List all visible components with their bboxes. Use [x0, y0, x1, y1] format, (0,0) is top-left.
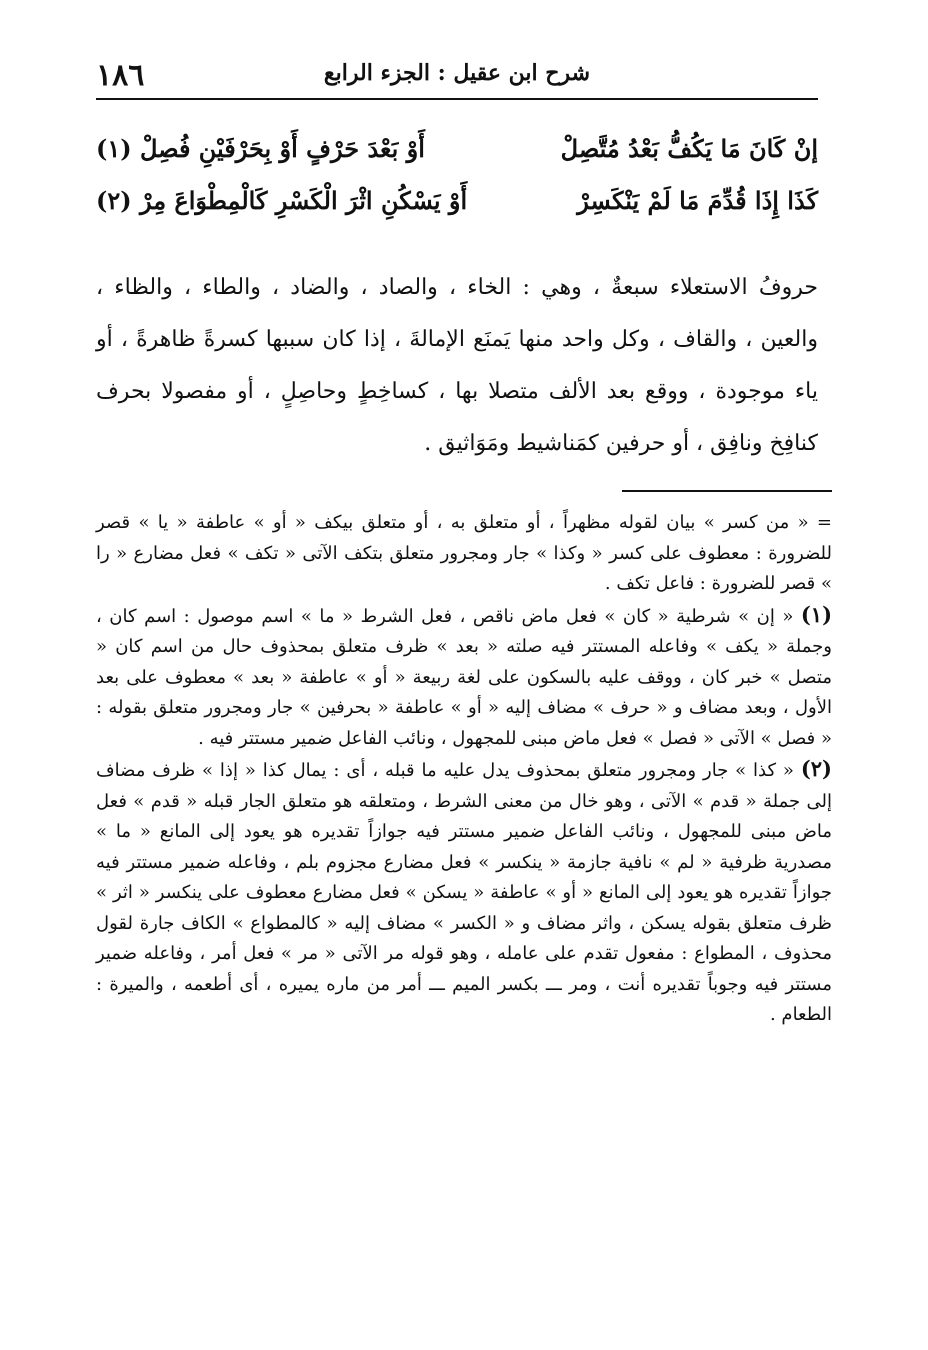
footnote-2	[96, 754, 832, 1031]
footnote-divider	[622, 490, 832, 492]
footnote-1	[96, 600, 832, 755]
commentary-paragraph: حروفُ الاستعلاء سبعةٌ ، وهي : الخاء ، والصاد ، والضاد ، والطاء ، والظاء ، والعين ، والقاف ، وكل واحد منها يَمنَع الإمالةَ ، إذا كان سببها كسرةً ظاهرةً ، أو ياء موجودة ، ووقع بعد الألف متصلا بها ، كساخِطٍ وحاصِلٍ ، أو مفصولا بحرف كنافِخ ونافِق ، أو حرفين كمَناشيط ومَوَاثيق .	[96, 275, 818, 456]
footnotes-section	[96, 508, 832, 1031]
footnote-1-mark: (١)	[800, 601, 833, 627]
verse-line-2	[96, 186, 818, 232]
verse-line-1	[96, 134, 818, 180]
footnote-continuation: = « من كسر » بيان لقوله مظهراً ، أو متعلق به ، أو متعلق بيكف « أو » عاطفة « يا » قصر للضرورة : معطوف على كسر « وكذا » جار ومجرور متعلق بتكف الآتى « تكف » فعل مضارع « را » قصر للضرورة : فاعل تكف .	[96, 512, 832, 594]
verse-1-first-hemistich: إنْ كَانَ مَا يَكُفُّ بَعْدُ مُتَّصِلْ	[560, 134, 818, 163]
footnote-1-text: « إن » شرطية « كان » فعل ماض ناقص ، فعل الشرط « ما » اسم موصول : اسم كان ، وجملة « يكف » وفاعله المستتر فيه صلته « بعد » ظرف متعلق بمحذوف حال من اسم كان « متصل » خبر كان ، ووقف عليه بالسكون على لغة ربيعة « أو » عاطفة « بعد » معطوف على بعد الأول ، وبعد مضاف و « حرف » مضاف إليه « أو » عاطفة « بحرفين » جار ومجرور متعلق بقوله : « فصل » الآتى « فصل » فعل ماض مبنى للمجهول ، ونائب الفاعل ضمير مستتر فيه .	[96, 605, 832, 749]
footnote-2-text: « كذا » جار ومجرور متعلق بمحذوف يدل عليه ما قبله ، أى : يمال كذا « إذا » ظرف مضاف إلى جملة « قدم » الآتى ، وهو خال من معنى الشرط ، ومتعلقه هو متعلق الجار قبله « قدم » فعل ماض مبنى للمجهول ، ونائب الفاعل ضمير مستتر فيه جوازاً تقديره هو يعود إلى المانع « ما » مصدرية ظرفية « لم » نافية جازمة « ينكسر » فعل مضارع مجزوم بلم ، وفاعله ضمير مستتر فيه جوازاً تقديره هو يعود إلى المانع « أو » عاطفة « يسكن » فعل مضارع معطوف على ينكسر « اثر » ظرف متعلق بقوله يسكن ، واثر مضاف و « الكسر » مضاف إليه « كالمطواع » الكاف جارة لقول محذوف ، المطواع : مفعول تقدم على عامله ، وهو قوله مر الآتى « مر » فعل أمر ، وفاعله ضمير مستتر فيه وجوباً تقديره أنت ، ومر ـــ بكسر الميم ـــ أمر من ماره يميره ، أى أطعمه ، والميرة : الطعام .	[96, 760, 832, 1025]
page-number: ١٨٦	[96, 58, 145, 93]
footnote-2-mark: (٢)	[800, 756, 832, 781]
verse-2-second-hemistich: أَوْ يَسْكُنِ اثْرَ الْكَسْرِ كَالْمِطْوَاعَ مِرْ (٢)	[96, 186, 468, 215]
running-title: شرح ابن عقيل : الجزء الرابع	[323, 60, 591, 86]
commentary-body	[96, 262, 818, 470]
verse-2-first-hemistich: كَذَا إِذَا قُدِّمَ مَا لَمْ يَنْكَسِرْ	[577, 186, 818, 215]
page-header	[96, 58, 818, 100]
verse-1-second-hemistich: أَوْ بَعْدَ حَرْفٍ أَوْ بِحَرْفَيْنِ فُصِلْ (١)	[96, 134, 425, 163]
